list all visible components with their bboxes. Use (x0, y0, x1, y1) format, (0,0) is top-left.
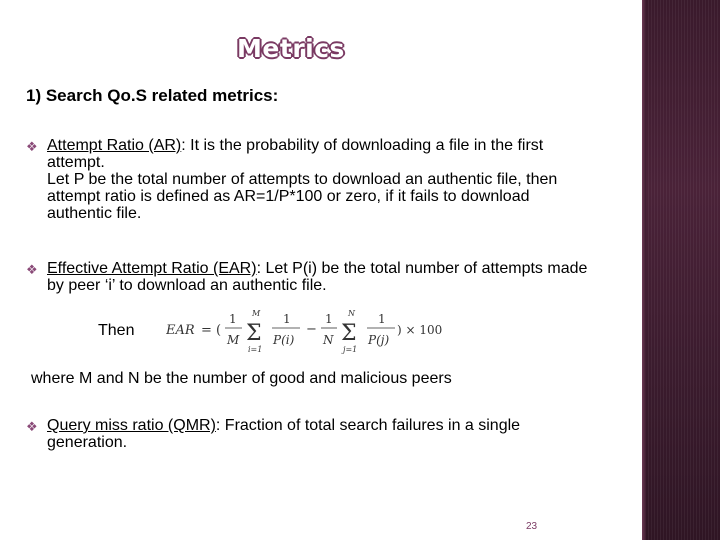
formula-eq: = ( (201, 323, 222, 338)
sigma-icon-b: Σ (341, 321, 357, 346)
section-heading: 1) Search Qo.S related metrics: (26, 86, 279, 105)
formula-lhs: EAR (166, 323, 195, 338)
bullet-text (47, 260, 596, 294)
bullet-definition: : It is the probability of downloading a file in the first attempt. (47, 137, 544, 171)
formula-one-b: 1 (283, 312, 291, 326)
formula-one-c: 1 (325, 312, 333, 326)
bullet-term: Effective Attempt Ratio (EAR) (47, 260, 257, 277)
formula-sum-lower-j: j=1 (343, 345, 358, 354)
bullet-text (47, 417, 596, 451)
bullet-query-miss-ratio (26, 417, 596, 451)
bullet-attempt-ratio (26, 137, 596, 222)
then-label: Then (98, 322, 135, 339)
formula-one: 1 (229, 312, 237, 326)
slide-title: Metrics (237, 34, 345, 63)
formula-sum-upper-m: M (252, 309, 261, 318)
bullet-effective-attempt-ratio (26, 260, 596, 294)
bullet-definition: : Let P(i) be the total number of attempts made by peer ‘i’ to download an authentic file. (47, 260, 588, 294)
page-number: 23 (526, 521, 538, 532)
formula-m: M (227, 333, 240, 347)
diamond-bullet-icon: ❖ (26, 139, 38, 154)
formula-sum-lower-i: i=1 (248, 345, 263, 354)
diamond-bullet-icon: ❖ (26, 262, 38, 277)
where-text: where M and N be the number of good and malicious peers (31, 370, 452, 387)
formula-sum-upper-n: N (348, 309, 355, 318)
bullet-definition: : Fraction of total search failures in a single generation. (47, 417, 521, 451)
bullet-text (47, 137, 596, 222)
diamond-bullet-icon: ❖ (26, 419, 38, 434)
bullet-term: Query miss ratio (QMR) (47, 417, 216, 434)
ear-formula (166, 304, 456, 363)
formula-p-i: P(i) (273, 333, 295, 347)
bullet-extra: Let P be the total number of attempts to download an authentic file, then attempt ratio is defined as AR=1/P*100 or zero, if it fails to download authentic file. (47, 171, 558, 222)
formula-times: ) × 100 (397, 323, 443, 337)
formula-p-j: P(j) (368, 333, 390, 347)
formula-n: N (323, 333, 334, 347)
sigma-icon: Σ (246, 321, 262, 346)
formula-one-d: 1 (378, 312, 386, 326)
bullet-term: Attempt Ratio (AR) (47, 137, 182, 154)
side-decorative-strip (642, 0, 720, 540)
formula-minus: − (306, 322, 317, 337)
